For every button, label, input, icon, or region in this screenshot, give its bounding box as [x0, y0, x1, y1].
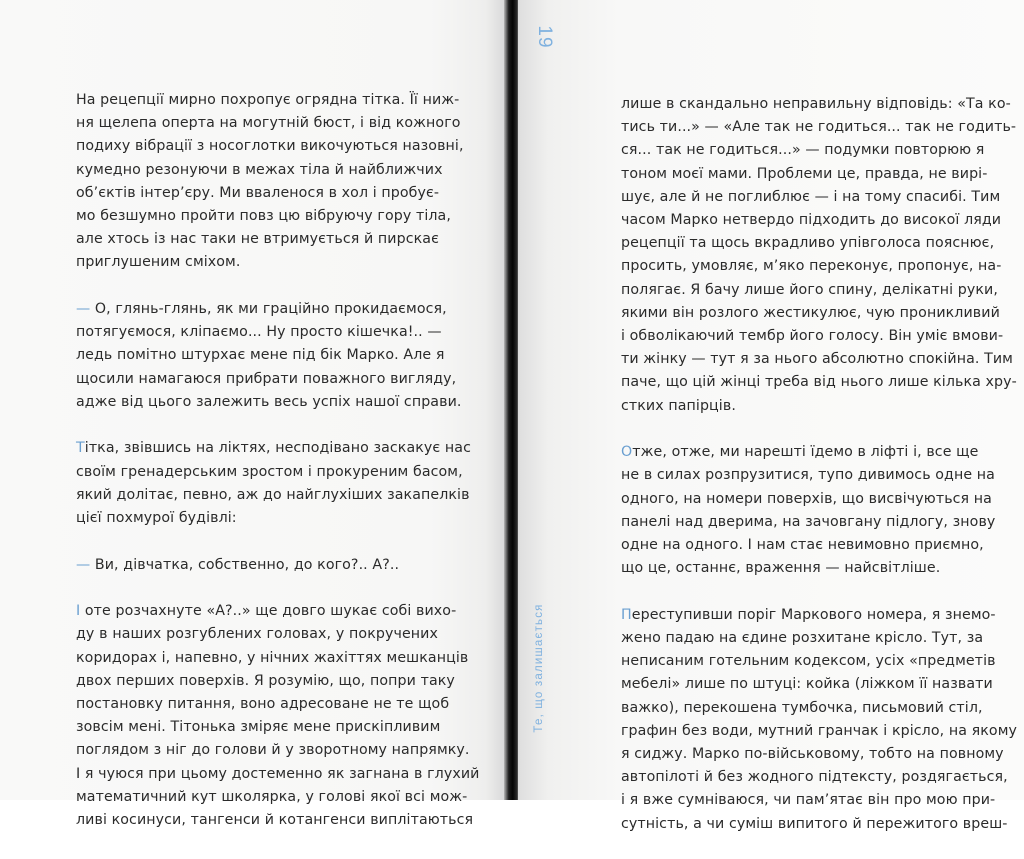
text-line — [76, 739, 470, 762]
line-text: ереступивши поріг Маркового номера, я знемо- — [631, 606, 996, 623]
line-text: якими він розлого жестикулює, чую проникливий — [621, 304, 1000, 321]
line-text: ся... так не годиться...» — подумки повторюю я — [621, 142, 985, 159]
text-line — [76, 786, 468, 809]
paragraph-initial: Т — [76, 440, 85, 457]
line-text: Ви, дівчатка, собственно, до кого?.. А?.. — [90, 556, 400, 573]
line-text: я сиджу. Марко по-військовому, тобто на повному — [621, 746, 1004, 763]
text-line — [621, 279, 998, 302]
text-line — [76, 809, 474, 832]
text-line — [76, 368, 457, 391]
text-line — [76, 228, 438, 251]
line-text: графин без води, мутний гранчак і крісло, на якому — [621, 722, 1017, 739]
text-line — [621, 116, 1017, 139]
line-text: ти жінку — тут я за нього абсолютно спокійна. Тим — [621, 351, 1013, 368]
line-text: сутність, а чи суміш випитого й пережитого вреш- — [621, 815, 1008, 832]
right-page-text — [621, 93, 1017, 859]
line-text: тоном моєї мами. Проблеми це, правда, не вирі- — [621, 165, 988, 182]
text-line — [76, 484, 470, 507]
text-line — [621, 743, 1004, 766]
text-line — [621, 673, 993, 696]
text-line — [621, 441, 979, 464]
line-text: двох перших поверхів. Я розумію, що, попри таку — [76, 672, 455, 689]
line-text: щосили намагаюся прибрати поважного вигляду, — [76, 370, 457, 387]
right-page — [518, 0, 1024, 832]
line-text: часом Марко нетвердо підходить до високої ляди — [621, 212, 1002, 229]
line-text: панелі над дверима, на зачовгану підлогу, знову — [621, 513, 996, 530]
line-text: коридорах і, напевно, у нічних жахіттях мешканців — [76, 649, 469, 666]
line-text: І я чуюся при цьому достеменно як загнана в глухий — [76, 765, 480, 782]
line-text: лише в скандально неправильну відповідь: «Та ко- — [621, 96, 1011, 112]
running-head: Те, що залишається — [533, 603, 545, 733]
line-text: тже, отже, ми нарешті їдемо в ліфті і, все ще — [632, 444, 979, 461]
paragraph — [76, 437, 471, 530]
text-line — [621, 464, 995, 487]
line-text: полягає. Я бачу лише його спину, делікатні руки, — [621, 281, 998, 298]
line-text: стких папірців. — [621, 397, 736, 414]
text-line — [76, 716, 441, 739]
paragraph-initial: І — [76, 603, 81, 620]
text-line — [621, 534, 984, 557]
text-line — [621, 325, 1004, 348]
line-text: але хтось із нас таки не втримується й пирскає — [76, 231, 439, 248]
text-line — [621, 488, 992, 511]
paragraph — [76, 89, 464, 275]
text-line — [76, 600, 457, 623]
left-page-text — [76, 89, 480, 856]
line-text: На рецепції мирно похропує огрядна тітка. Її ниж- — [76, 92, 460, 108]
line-text: ду в наших розгублених головах, у покручених — [76, 626, 438, 643]
line-text: просить, умовляє, м’яко переконує, пропонує, на- — [621, 258, 1002, 275]
paragraph — [621, 441, 996, 580]
text-line — [76, 112, 461, 135]
text-line — [621, 627, 984, 650]
line-text: одного, на номери поверхів, що висвічуються на — [621, 490, 992, 507]
dialogue-dash: — — [76, 301, 91, 318]
text-line — [621, 186, 1001, 209]
text-line — [76, 321, 442, 344]
text-line — [76, 344, 445, 367]
text-line — [76, 182, 438, 205]
line-text: який долітає, певно, аж до найглухіших закапелків — [76, 486, 470, 503]
text-line — [76, 205, 451, 228]
text-line — [76, 437, 471, 460]
text-line — [621, 395, 962, 418]
line-text: ня щелепа оперта на могутній бюст, і від кожного — [76, 115, 461, 132]
line-text: О, глянь-глянь, як ми граційно прокидаємося, — [90, 301, 447, 318]
line-text: об’єктів інтер’єру. Ми вваленося в хол і пробує- — [76, 184, 440, 201]
line-text: автопілоті й без жодного підтексту, роздягається, — [621, 769, 1008, 786]
line-text: жено падаю на єдине розхитане крісло. Тут, за — [621, 630, 984, 647]
text-line — [76, 670, 455, 693]
text-line — [621, 209, 1002, 232]
text-line — [621, 511, 996, 534]
paragraph — [76, 554, 438, 577]
line-text: ливі косинуси, тангенси й котангенси виплітаються — [76, 812, 474, 829]
line-text: неписаним готельним кодексом, усіх «предметів — [621, 653, 996, 670]
text-line — [76, 647, 469, 670]
line-text: потягуємося, кліпаємо... Ну просто кішечка!.. — — [76, 324, 442, 341]
text-line — [621, 697, 983, 720]
line-text: ітка, звівшись на ліктях, несподівано заскакує нас — [84, 440, 471, 457]
text-line — [76, 623, 438, 646]
text-line — [76, 507, 438, 530]
line-text: одне на одного. І нам стає невимовно приємно, — [621, 537, 984, 554]
text-line — [76, 461, 463, 484]
line-text: і обволікаючий тембр його голосу. Він уміє вмови- — [621, 328, 1004, 345]
line-text: рецепції та щось вкрадливо упівголоса пояснює, — [621, 235, 995, 252]
text-line — [76, 391, 462, 414]
text-line — [621, 720, 1017, 743]
line-text: постановку питання, воно адресоване не те щоб — [76, 696, 450, 713]
text-line — [76, 693, 450, 716]
line-text: важко), перекошена тумбочка, письмовий стіл, — [621, 699, 983, 716]
text-line — [621, 93, 1011, 116]
paragraph — [76, 298, 462, 414]
text-line — [621, 813, 1008, 836]
text-line — [621, 789, 996, 812]
text-line — [621, 650, 996, 673]
text-line — [621, 348, 1013, 371]
line-text: приглушеним сміхом. — [76, 254, 241, 271]
left-page — [0, 0, 506, 829]
text-line — [76, 89, 460, 112]
line-text: тись ти...» — «Але так не годиться... так не годить- — [621, 119, 1017, 136]
text-line — [621, 371, 1017, 394]
line-text: оте розчахнуте «А?..» ще довго шукає собі вихо- — [80, 603, 457, 620]
text-line — [76, 159, 443, 182]
paragraph-initial: П — [621, 606, 632, 623]
page-number: 19 — [534, 25, 555, 49]
text-line — [621, 302, 1000, 325]
text-line — [621, 232, 995, 255]
text-line — [621, 255, 1002, 278]
line-text: шує, але й не поглиблює — і на тому спасибі. Тим — [621, 188, 1001, 205]
line-text: своїм гренадерським зростом і прокуреним басом, — [76, 463, 463, 480]
dialogue-dash: — — [76, 556, 91, 573]
text-line — [621, 766, 1008, 789]
line-text: мо безшумно пройти повз цю вібруючу гору тіла, — [76, 208, 451, 225]
line-text: паче, що цій жінці треба від нього лише кілька хру- — [621, 374, 1017, 391]
text-line — [621, 604, 996, 627]
line-text: адже від цього залежить весь успіх нашої справи. — [76, 393, 462, 410]
text-line — [76, 554, 438, 577]
text-line — [76, 763, 480, 786]
paragraph — [621, 93, 1017, 418]
line-text: що це, останнє, враження — найсвітліше. — [621, 560, 941, 577]
text-line — [621, 557, 962, 580]
paragraph — [621, 604, 1017, 836]
line-text: не в силах розпрузитися, тупо дивимось одне на — [621, 467, 995, 484]
line-text: зовсім мені. Тітонька зміряє мене прискіпливим — [76, 719, 441, 736]
line-text: мебелі» лише по штуці: койка (ліжком її назвати — [621, 676, 993, 693]
paragraph-initial: О — [621, 444, 633, 461]
text-line — [621, 163, 988, 186]
line-text: кумедно резонуючи в межах тіла й найближчих — [76, 161, 443, 178]
line-text: цієї похмурої будівлі: — [76, 510, 237, 527]
text-line — [76, 298, 447, 321]
paragraph — [76, 600, 480, 832]
line-text: математичний кут школярка, у голові якої всі мож- — [76, 788, 468, 805]
line-text: подиху вібрації з носоглотки викочуються назовні, — [76, 138, 464, 155]
line-text: ледь помітно штурхає мене під бік Марко. Але я — [76, 347, 445, 364]
line-text: і я вже сумніваюся, чи пам’ятає він про мою при- — [621, 792, 996, 809]
text-line — [76, 135, 464, 158]
text-line — [621, 139, 985, 162]
text-line — [76, 251, 438, 274]
line-text: поглядом з ніг до голови й у зворотному напрямку. — [76, 742, 470, 759]
